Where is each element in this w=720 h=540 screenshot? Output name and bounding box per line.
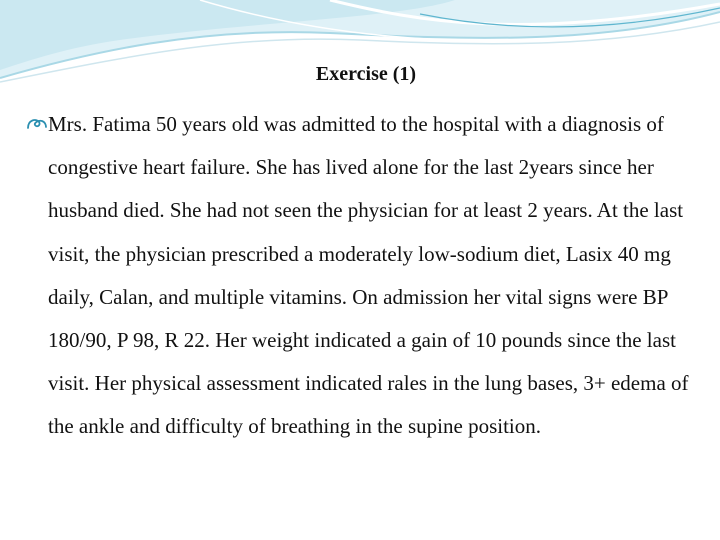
slide-content: [20, 103, 716, 449]
curl-bullet-icon: [26, 117, 48, 131]
paragraph-text: Mrs. Fatima 50 years old was admitted to the hospital with a diagnosis of congestive heart failure. She has lived alone for the last 2years since her husband died. She had not seen the physician for at least 2 years. At the last visit, the physician prescribed a moderately low-sodium diet, Lasix 40 mg daily, Calan, and multiple vitamins. On admission her vital signs were BP 180/90, P 98, R 22. Her weight indicated a gain of 10 pounds since the last visit. Her physical assessment indicated rales in the lung bases, 3+ edema of the ankle and difficulty of breathing in the supine position.: [48, 112, 689, 439]
bullet-paragraph: [20, 103, 716, 449]
slide-title: Exercise (1): [315, 63, 417, 85]
